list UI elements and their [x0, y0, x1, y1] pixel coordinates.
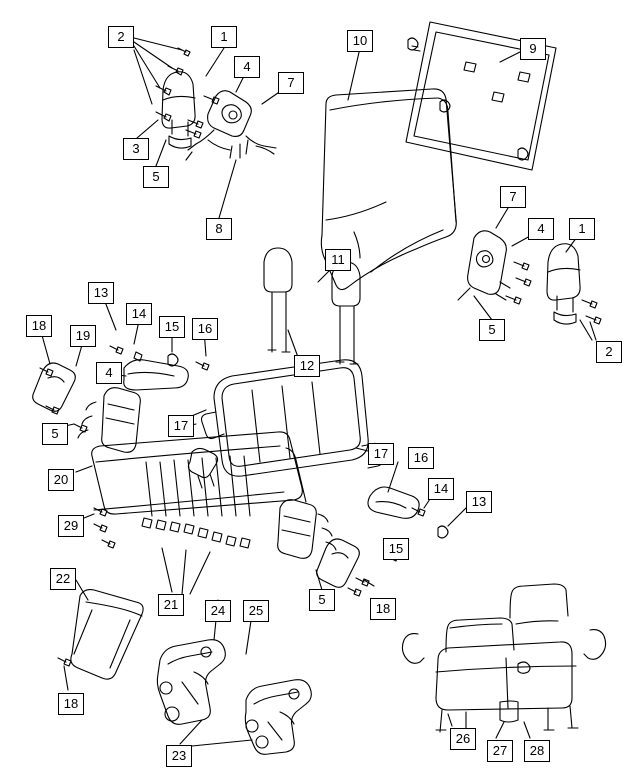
- callout-18-right[interactable]: 18: [370, 598, 396, 620]
- callout-12[interactable]: 12: [294, 355, 320, 377]
- callout-4-left[interactable]: 4: [96, 362, 122, 384]
- callout-15-right[interactable]: 15: [383, 538, 409, 560]
- callout-9[interactable]: 9: [520, 38, 546, 60]
- callout-11[interactable]: 11: [325, 249, 351, 271]
- callout-5[interactable]: 5: [143, 166, 169, 188]
- callout-17-left[interactable]: 17: [168, 415, 194, 437]
- callout-4[interactable]: 4: [234, 56, 260, 78]
- callout-26[interactable]: 26: [450, 728, 476, 750]
- callout-10[interactable]: 10: [347, 30, 373, 52]
- callout-24[interactable]: 24: [205, 600, 231, 622]
- callout-5-left[interactable]: 5: [42, 423, 68, 445]
- callout-3[interactable]: 3: [123, 138, 149, 160]
- callout-5-bottom[interactable]: 5: [309, 589, 335, 611]
- callout-2-right[interactable]: 2: [596, 341, 622, 363]
- callout-1-right[interactable]: 1: [569, 218, 595, 240]
- callout-25[interactable]: 25: [243, 600, 269, 622]
- callout-28[interactable]: 28: [524, 740, 550, 762]
- callout-16-left[interactable]: 16: [192, 318, 218, 340]
- callout-13-right[interactable]: 13: [466, 491, 492, 513]
- callout-19[interactable]: 19: [70, 325, 96, 347]
- callout-5-right[interactable]: 5: [479, 319, 505, 341]
- callout-16-right[interactable]: 16: [408, 447, 434, 469]
- callout-29[interactable]: 29: [58, 515, 84, 537]
- callout-23[interactable]: 23: [166, 745, 192, 767]
- callout-17-right[interactable]: 17: [368, 443, 394, 465]
- callout-2[interactable]: 2: [108, 26, 134, 48]
- callout-7-right[interactable]: 7: [500, 186, 526, 208]
- callout-15-left[interactable]: 15: [159, 316, 185, 338]
- callout-14-left[interactable]: 14: [126, 303, 152, 325]
- callout-21[interactable]: 21: [158, 594, 184, 616]
- callout-14-right[interactable]: 14: [428, 478, 454, 500]
- callout-7[interactable]: 7: [278, 72, 304, 94]
- callout-20[interactable]: 20: [48, 469, 74, 491]
- callout-18-left[interactable]: 18: [26, 315, 52, 337]
- callout-13-left[interactable]: 13: [88, 282, 114, 304]
- callout-22[interactable]: 22: [50, 568, 76, 590]
- callout-27[interactable]: 27: [487, 740, 513, 762]
- callout-4-right[interactable]: 4: [528, 218, 554, 240]
- callout-1[interactable]: 1: [211, 26, 237, 48]
- callout-8[interactable]: 8: [206, 218, 232, 240]
- callout-18-bottom[interactable]: 18: [58, 693, 84, 715]
